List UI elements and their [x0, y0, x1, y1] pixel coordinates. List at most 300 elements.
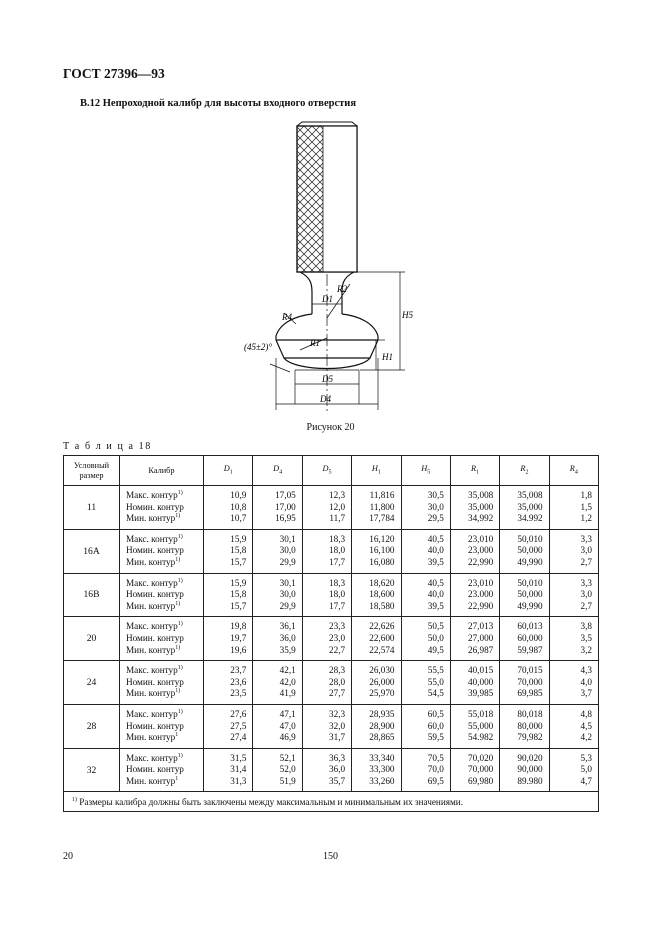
value: 22,990 [467, 556, 494, 567]
value-cell [352, 748, 401, 792]
value: 23,7 [230, 665, 247, 676]
size-cell: 32 [64, 748, 120, 792]
value: 49,990 [517, 556, 543, 567]
value: 39,5 [427, 556, 444, 567]
value: 26,987 [467, 644, 494, 655]
value-cell [500, 486, 549, 530]
value: 50,5 [427, 621, 444, 632]
size-cell: 24 [64, 661, 120, 705]
gauge-label-text: Мин. контур [126, 732, 176, 743]
value-cell [352, 704, 401, 748]
footnote-mark: 1) [175, 556, 181, 563]
value: 36,0 [279, 632, 296, 643]
value: 80,000 [517, 720, 543, 731]
value: 30,1 [279, 533, 296, 544]
value-cell [549, 486, 598, 530]
value: 15,7 [230, 600, 247, 611]
value: 11,816 [369, 490, 395, 500]
value: 59,5 [427, 732, 444, 743]
value: 39,5 [427, 600, 444, 611]
value-cell [204, 704, 253, 748]
value: 51,9 [279, 775, 296, 786]
value-cell [352, 486, 401, 530]
footnote-mark: 1 [175, 775, 179, 782]
value: 22,990 [467, 600, 494, 611]
value-cell [253, 661, 302, 705]
value: 28,3 [329, 665, 346, 676]
value: 28,935 [369, 708, 395, 719]
label-h5: H5 [402, 310, 413, 320]
value: 70,000 [517, 676, 543, 687]
value: 29,5 [427, 513, 444, 524]
value: 26,030 [369, 665, 395, 676]
value: 15,8 [230, 589, 247, 600]
value: 17,7 [329, 556, 346, 567]
value: 30,1 [279, 577, 296, 588]
value: 50,010 [517, 533, 543, 544]
size-cell: 16В [64, 573, 120, 617]
gauge-label-text: Мин. контур [126, 513, 176, 524]
value: 1,2 [580, 513, 592, 524]
value: 40,0 [427, 589, 444, 600]
gauge-cell [120, 529, 204, 573]
footnote-mark: 1) [177, 665, 183, 672]
value: 31,5 [230, 752, 247, 763]
value: 70,0 [427, 764, 444, 775]
value-cell [549, 661, 598, 705]
value: 17,05 [275, 490, 296, 500]
value: 3,5 [580, 632, 592, 643]
value: 22,7 [329, 644, 346, 655]
gauge-label [126, 490, 199, 502]
value: 40,5 [427, 577, 444, 588]
gauge-label [126, 545, 199, 557]
value: 4,3 [580, 665, 592, 676]
gauge-label [126, 721, 199, 733]
value-cell [450, 748, 499, 792]
value: 40,000 [467, 676, 494, 687]
footnote-mark: 1) [72, 796, 77, 803]
value-cell [253, 704, 302, 748]
value: 10,7 [230, 513, 247, 524]
gauge-label-text: Макс. контур [126, 533, 178, 544]
value: 2,7 [580, 556, 592, 567]
footnote-mark: 1) [175, 600, 181, 607]
value-cell [500, 573, 549, 617]
footnote-mark: 1) [177, 533, 183, 540]
value-cell [401, 704, 450, 748]
footnote-mark: 1 [175, 732, 179, 739]
value: 36,0 [329, 764, 346, 775]
value-cell [549, 529, 598, 573]
value: 35,9 [279, 644, 296, 655]
value: 4,2 [580, 732, 592, 743]
gauge-label [126, 601, 199, 613]
value: 4,8 [580, 708, 592, 719]
value: 49,5 [427, 644, 444, 655]
value: 1,5 [580, 501, 592, 512]
value: 27,013 [467, 621, 494, 632]
value-cell [302, 704, 351, 748]
value: 28,865 [369, 732, 395, 743]
value: 19,7 [230, 632, 247, 643]
value: 26,000 [369, 676, 395, 687]
value: 33,340 [369, 752, 395, 763]
gauge-label-text: Мин. контур [126, 556, 176, 567]
value-cell [450, 486, 499, 530]
value: 3,3 [580, 533, 592, 544]
value: 55,0 [427, 676, 444, 687]
page-number: 20 [63, 851, 73, 862]
value: 18,0 [329, 589, 346, 600]
value-cell [253, 573, 302, 617]
table-row [64, 661, 599, 705]
table-caption: Т а б л и ц а 18 [63, 441, 152, 452]
value: 3,0 [580, 545, 592, 556]
gauge-label [126, 677, 199, 689]
gauge-label-text: Макс. контур [126, 621, 178, 632]
header-d1: $D_1$ [204, 456, 253, 486]
value-cell [204, 748, 253, 792]
footnote-mark: 1) [175, 688, 181, 695]
label-r1: R1 [310, 338, 320, 348]
value: 29,9 [279, 556, 296, 567]
value-cell [302, 617, 351, 661]
value: 3,8 [580, 621, 592, 632]
value: 3,0 [580, 589, 592, 600]
table-header-row [64, 456, 599, 486]
value-cell [500, 661, 549, 705]
gauge-label [126, 557, 199, 569]
value: 30,0 [279, 589, 296, 600]
value-cell [302, 529, 351, 573]
label-d1: D1 [322, 294, 333, 304]
value-cell [302, 486, 351, 530]
value: 55,5 [427, 665, 444, 676]
value: 50,010 [517, 577, 543, 588]
header-h5: $H_5$ [401, 456, 450, 486]
table-row [64, 704, 599, 748]
value: 40,015 [467, 665, 494, 676]
value: 35,008 [467, 490, 494, 500]
value: 18,3 [329, 577, 346, 588]
value: 42,1 [279, 665, 296, 676]
value: 17,784 [369, 513, 395, 524]
value-cell [450, 704, 499, 748]
value: 60,000 [517, 632, 543, 643]
value: 89.980 [517, 775, 543, 786]
gauge-label-text: Макс. контур [126, 708, 178, 719]
value: 31,3 [230, 775, 247, 786]
value: 27,5 [230, 720, 247, 731]
value-cell [253, 617, 302, 661]
value: 4,5 [580, 720, 592, 731]
value: 18,620 [369, 577, 395, 588]
value: 18,3 [329, 533, 346, 544]
value: 15,7 [230, 556, 247, 567]
gauge-label [126, 621, 199, 633]
value: 27,7 [329, 688, 346, 699]
value-cell [253, 486, 302, 530]
value: 30,0 [427, 501, 444, 512]
value: 3,2 [580, 644, 592, 655]
value: 18,580 [369, 600, 395, 611]
value-cell [204, 573, 253, 617]
value-cell [204, 661, 253, 705]
gauge-label-text: Номин. контур [126, 589, 184, 600]
value: 42,0 [279, 676, 296, 687]
value-cell [450, 573, 499, 617]
value: 22,600 [369, 632, 395, 643]
gauge-label [126, 776, 199, 788]
value: 33,300 [369, 764, 395, 775]
value: 22,626 [369, 621, 395, 632]
gauge-label-text: Макс. контур [126, 577, 178, 588]
value: 16,120 [369, 533, 395, 544]
footnote-mark: 1) [177, 621, 183, 628]
value: 32,3 [329, 708, 346, 719]
value: 90,020 [517, 752, 543, 763]
footnote-row [64, 792, 599, 812]
value: 4,7 [580, 775, 592, 786]
value: 15,9 [230, 533, 247, 544]
value: 25,970 [369, 688, 395, 699]
size-cell: 20 [64, 617, 120, 661]
value: 35,7 [329, 775, 346, 786]
value: 17,00 [275, 501, 296, 512]
gauge-label [126, 764, 199, 776]
footnote-mark: 1) [177, 490, 183, 496]
footnote-mark: 1) [177, 752, 183, 759]
gauge-cell [120, 748, 204, 792]
value: 40,5 [427, 533, 444, 544]
value: 47,0 [279, 720, 296, 731]
footnote-mark: 1) [175, 513, 181, 520]
gauge-label-text: Номин. контур [126, 545, 184, 556]
value: 18,0 [329, 545, 346, 556]
value: 36,3 [329, 752, 346, 763]
value: 27,000 [467, 632, 494, 643]
value-cell [401, 486, 450, 530]
value: 46,9 [279, 732, 296, 743]
value-cell [401, 529, 450, 573]
value: 69,980 [467, 775, 494, 786]
gauge-label [126, 732, 199, 744]
value: 80,018 [517, 708, 543, 719]
gauge-label-text: Номин. контур [126, 764, 184, 775]
value: 30,0 [279, 545, 296, 556]
gauge-label-text: Мин. контур [126, 775, 176, 786]
value-cell [549, 748, 598, 792]
value: 23.000 [467, 589, 494, 600]
value: 23,010 [467, 533, 494, 544]
size-cell: 28 [64, 704, 120, 748]
value: 70,000 [467, 764, 494, 775]
gauge-cell [120, 573, 204, 617]
header-r4: $R_4$ [549, 456, 598, 486]
value: 69,985 [517, 688, 543, 699]
value: 34.992 [517, 513, 543, 524]
value: 50,000 [517, 545, 543, 556]
value: 17,7 [329, 600, 346, 611]
value-cell [302, 573, 351, 617]
footnote-text: Размеры калибра должны быть заключены между максимальным и минимальным их значениями. [79, 797, 463, 807]
value: 55,018 [467, 708, 494, 719]
label-d5: D5 [322, 374, 333, 384]
section-title: В.12 Непроходной калибр для высоты входного отверстия [80, 98, 357, 109]
sheet-number: 150 [323, 851, 338, 862]
table-row [64, 748, 599, 792]
handle [297, 122, 357, 272]
table-row [64, 529, 599, 573]
value: 29,9 [279, 600, 296, 611]
footnote [64, 792, 599, 812]
value: 50,000 [517, 589, 543, 600]
size-cell: 16А [64, 529, 120, 573]
label-d4: D4 [320, 394, 331, 404]
value-cell [549, 617, 598, 661]
gauge-label-text: Номин. контур [126, 676, 184, 687]
value: 90,000 [517, 764, 543, 775]
value: 15,8 [230, 545, 247, 556]
value: 59,987 [517, 644, 543, 655]
value: 3,7 [580, 688, 592, 699]
value-cell [401, 573, 450, 617]
value: 31,7 [329, 732, 346, 743]
value: 11,7 [329, 513, 346, 524]
label-r4: R4 [282, 312, 292, 322]
gauge-label [126, 513, 199, 525]
value: 60,013 [517, 621, 543, 632]
gauge-label-text: Мин. контур [126, 644, 176, 655]
label-angle: (45±2)° [244, 342, 273, 352]
value: 23,0 [329, 632, 346, 643]
header-r1: $R_1$ [450, 456, 499, 486]
value: 49,990 [517, 600, 543, 611]
header-r2: $R_2$ [500, 456, 549, 486]
value-cell [253, 748, 302, 792]
value: 15,9 [230, 577, 247, 588]
value: 39,985 [467, 688, 494, 699]
table-row [64, 617, 599, 661]
value-cell [500, 529, 549, 573]
gauge-label-text: Макс. контур [126, 665, 178, 676]
footnote-mark: 1) [175, 644, 181, 651]
value-cell [302, 748, 351, 792]
value-cell [352, 617, 401, 661]
gauge-label-text: Номин. контур [126, 632, 184, 643]
value: 70,020 [467, 752, 494, 763]
gauge-cell [120, 704, 204, 748]
value: 16,080 [369, 556, 395, 567]
value: 10,8 [230, 501, 247, 512]
size-cell: 11 [64, 486, 120, 530]
value: 54,5 [427, 688, 444, 699]
value: 31,4 [230, 764, 247, 775]
value: 60,0 [427, 720, 444, 731]
value-cell [549, 704, 598, 748]
value: 35,008 [517, 490, 543, 500]
gauge-label-text: Мин. контур [126, 600, 176, 611]
value-cell [352, 661, 401, 705]
value: 40,0 [427, 545, 444, 556]
value-cell [204, 617, 253, 661]
value: 79,982 [517, 732, 543, 743]
gauge-label [126, 665, 199, 677]
value: 32,0 [329, 720, 346, 731]
gauge-label [126, 645, 199, 657]
label-h1: H1 [382, 352, 393, 362]
value-cell [204, 486, 253, 530]
value: 10,9 [230, 490, 247, 500]
value: 54.982 [467, 732, 494, 743]
value: 3,3 [580, 577, 592, 588]
value-cell [401, 617, 450, 661]
value: 28,900 [369, 720, 395, 731]
value-cell [450, 661, 499, 705]
value: 16,100 [369, 545, 395, 556]
gauge-cell [120, 486, 204, 530]
gauge-cell [120, 617, 204, 661]
value: 47,1 [279, 708, 296, 719]
gauge-label [126, 633, 199, 645]
value: 52,1 [279, 752, 296, 763]
gauge-cell [120, 661, 204, 705]
value: 36,1 [279, 621, 296, 632]
value: 23,010 [467, 577, 494, 588]
value-cell [253, 529, 302, 573]
header-gauge: Калибр [120, 456, 204, 486]
value: 19,6 [230, 644, 247, 655]
value: 23,6 [230, 676, 247, 687]
gauge-label-text: Макс. контур [126, 752, 178, 763]
value: 50,0 [427, 632, 444, 643]
gauge-label [126, 688, 199, 700]
value: 18,600 [369, 589, 395, 600]
value: 5,3 [580, 752, 592, 763]
value: 1,8 [580, 490, 592, 500]
value-cell [500, 748, 549, 792]
value-cell [352, 529, 401, 573]
value-cell [450, 617, 499, 661]
value: 60,5 [427, 708, 444, 719]
value: 16,95 [275, 513, 296, 524]
gauge-label [126, 709, 199, 721]
value-cell [352, 573, 401, 617]
value: 35,000 [467, 501, 494, 512]
value: 23,3 [329, 621, 346, 632]
header-size: Условный размер [64, 456, 120, 486]
dimensions-table [63, 455, 599, 812]
header-d5: $D_5$ [302, 456, 351, 486]
gauge-label [126, 534, 199, 546]
figure-caption: Рисунок 20 [306, 422, 355, 433]
footnote-mark: 1) [177, 708, 183, 715]
value: 41,9 [279, 688, 296, 699]
gauge-label [126, 578, 199, 590]
value-cell [500, 704, 549, 748]
value-cell [500, 617, 549, 661]
value: 12,0 [329, 501, 346, 512]
value: 4,0 [580, 676, 592, 687]
label-r2: R2 [337, 284, 347, 294]
value: 35,000 [517, 501, 543, 512]
table-row [64, 573, 599, 617]
value: 70,015 [517, 665, 543, 676]
gauge-label [126, 589, 199, 601]
value-cell [204, 529, 253, 573]
gauge-label [126, 753, 199, 765]
